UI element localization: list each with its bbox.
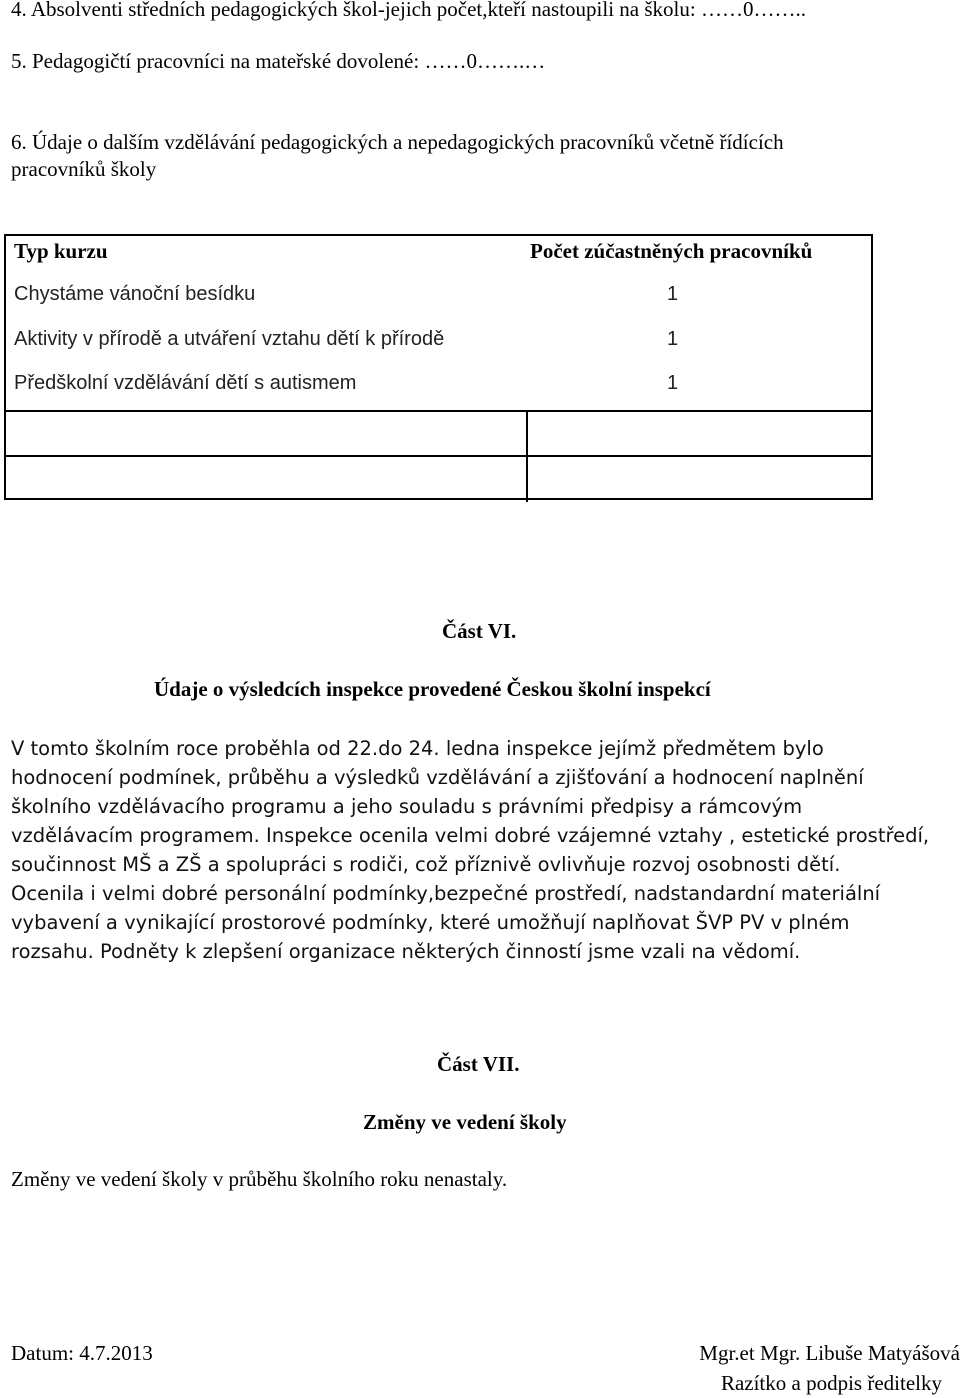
paragraph-line: součinnost MŠ a ZŠ a spolupráci s rodiči, což příznivě ovlivňuje rozvoj osobnosti dětí. — [11, 853, 841, 876]
paragraph-line: vzdělávacím programem. Inspekce ocenila velmi dobré vzájemné vztahy , estetické prostředí, — [11, 824, 930, 847]
table-header-course: Typ kurzu — [14, 239, 108, 263]
table-row-course: Aktivity v přírodě a utváření vztahu dětí k přírodě — [14, 328, 445, 350]
inspection-paragraph — [11, 734, 956, 966]
part7-text: Změny ve vedení školy v průběhu školního roku nenastaly. — [11, 1167, 508, 1191]
part7-title: Část VII. — [437, 1052, 520, 1076]
footer-date: Datum: 4.7.2013 — [11, 1341, 153, 1365]
part6-title: Část VI. — [442, 619, 517, 643]
footer-stamp: Razítko a podpis ředitelky — [720, 1371, 942, 1395]
table-row-course: Předškolní vzdělávání dětí s autismem — [14, 372, 357, 394]
paragraph-line: školního vzdělávacího programu a jeho souladu s právními předpisy a rámcovým — [11, 795, 803, 818]
table-row-course: Chystáme vánoční besídku — [14, 283, 256, 305]
table-divider — [6, 410, 871, 412]
line-pracovniku-skoly: pracovníků školy — [11, 157, 157, 181]
part6-subtitle: Údaje o výsledcích inspekce provedené Českou školní inspekcí — [154, 677, 711, 701]
footer-signer: Mgr.et Mgr. Libuše Matyášová — [699, 1341, 960, 1365]
table-row-count: 1 — [667, 328, 679, 350]
table-row-count: 1 — [667, 372, 679, 394]
paragraph-line: Ocenila i velmi dobré personální podmínky,bezpečné prostředí, nadstandardní materiální — [11, 882, 881, 905]
paragraph-line: vybavení a vynikající prostorové podmínky, které umožňují naplňovat ŠVP PV v plném — [11, 911, 850, 934]
table-header-count: Počet zúčastněných pracovníků — [530, 239, 813, 263]
table-row-count: 1 — [667, 283, 679, 305]
line-materska-dovolena: 5. Pedagogičtí pracovníci na mateřské dovolené: ……0…….… — [11, 49, 546, 73]
part7-subtitle: Změny ve vedení školy — [363, 1110, 567, 1134]
paragraph-line: rozsahu. Podněty k zlepšení organizace některých činností jsme vzali na vědomí. — [11, 940, 801, 963]
line-dalsi-vzdelavani: 6. Údaje o dalším vzdělávání pedagogických a nepedagogických pracovníků včetně řídících — [11, 130, 784, 154]
line-absolventi: 4. Absolventi středních pedagogických škol-jejich počet,kteří nastoupili na školu: ……0…….. — [11, 0, 806, 21]
table-divider — [6, 455, 871, 457]
paragraph-line: hodnocení podmínek, průběhu a výsledků vzdělávání a zjišťování a hodnocení naplnění — [11, 766, 864, 789]
table-column-divider — [526, 412, 528, 502]
paragraph-line: V tomto školním roce proběhla od 22.do 24. ledna inspekce jejímž předmětem bylo — [11, 737, 824, 760]
courses-table — [4, 234, 873, 500]
